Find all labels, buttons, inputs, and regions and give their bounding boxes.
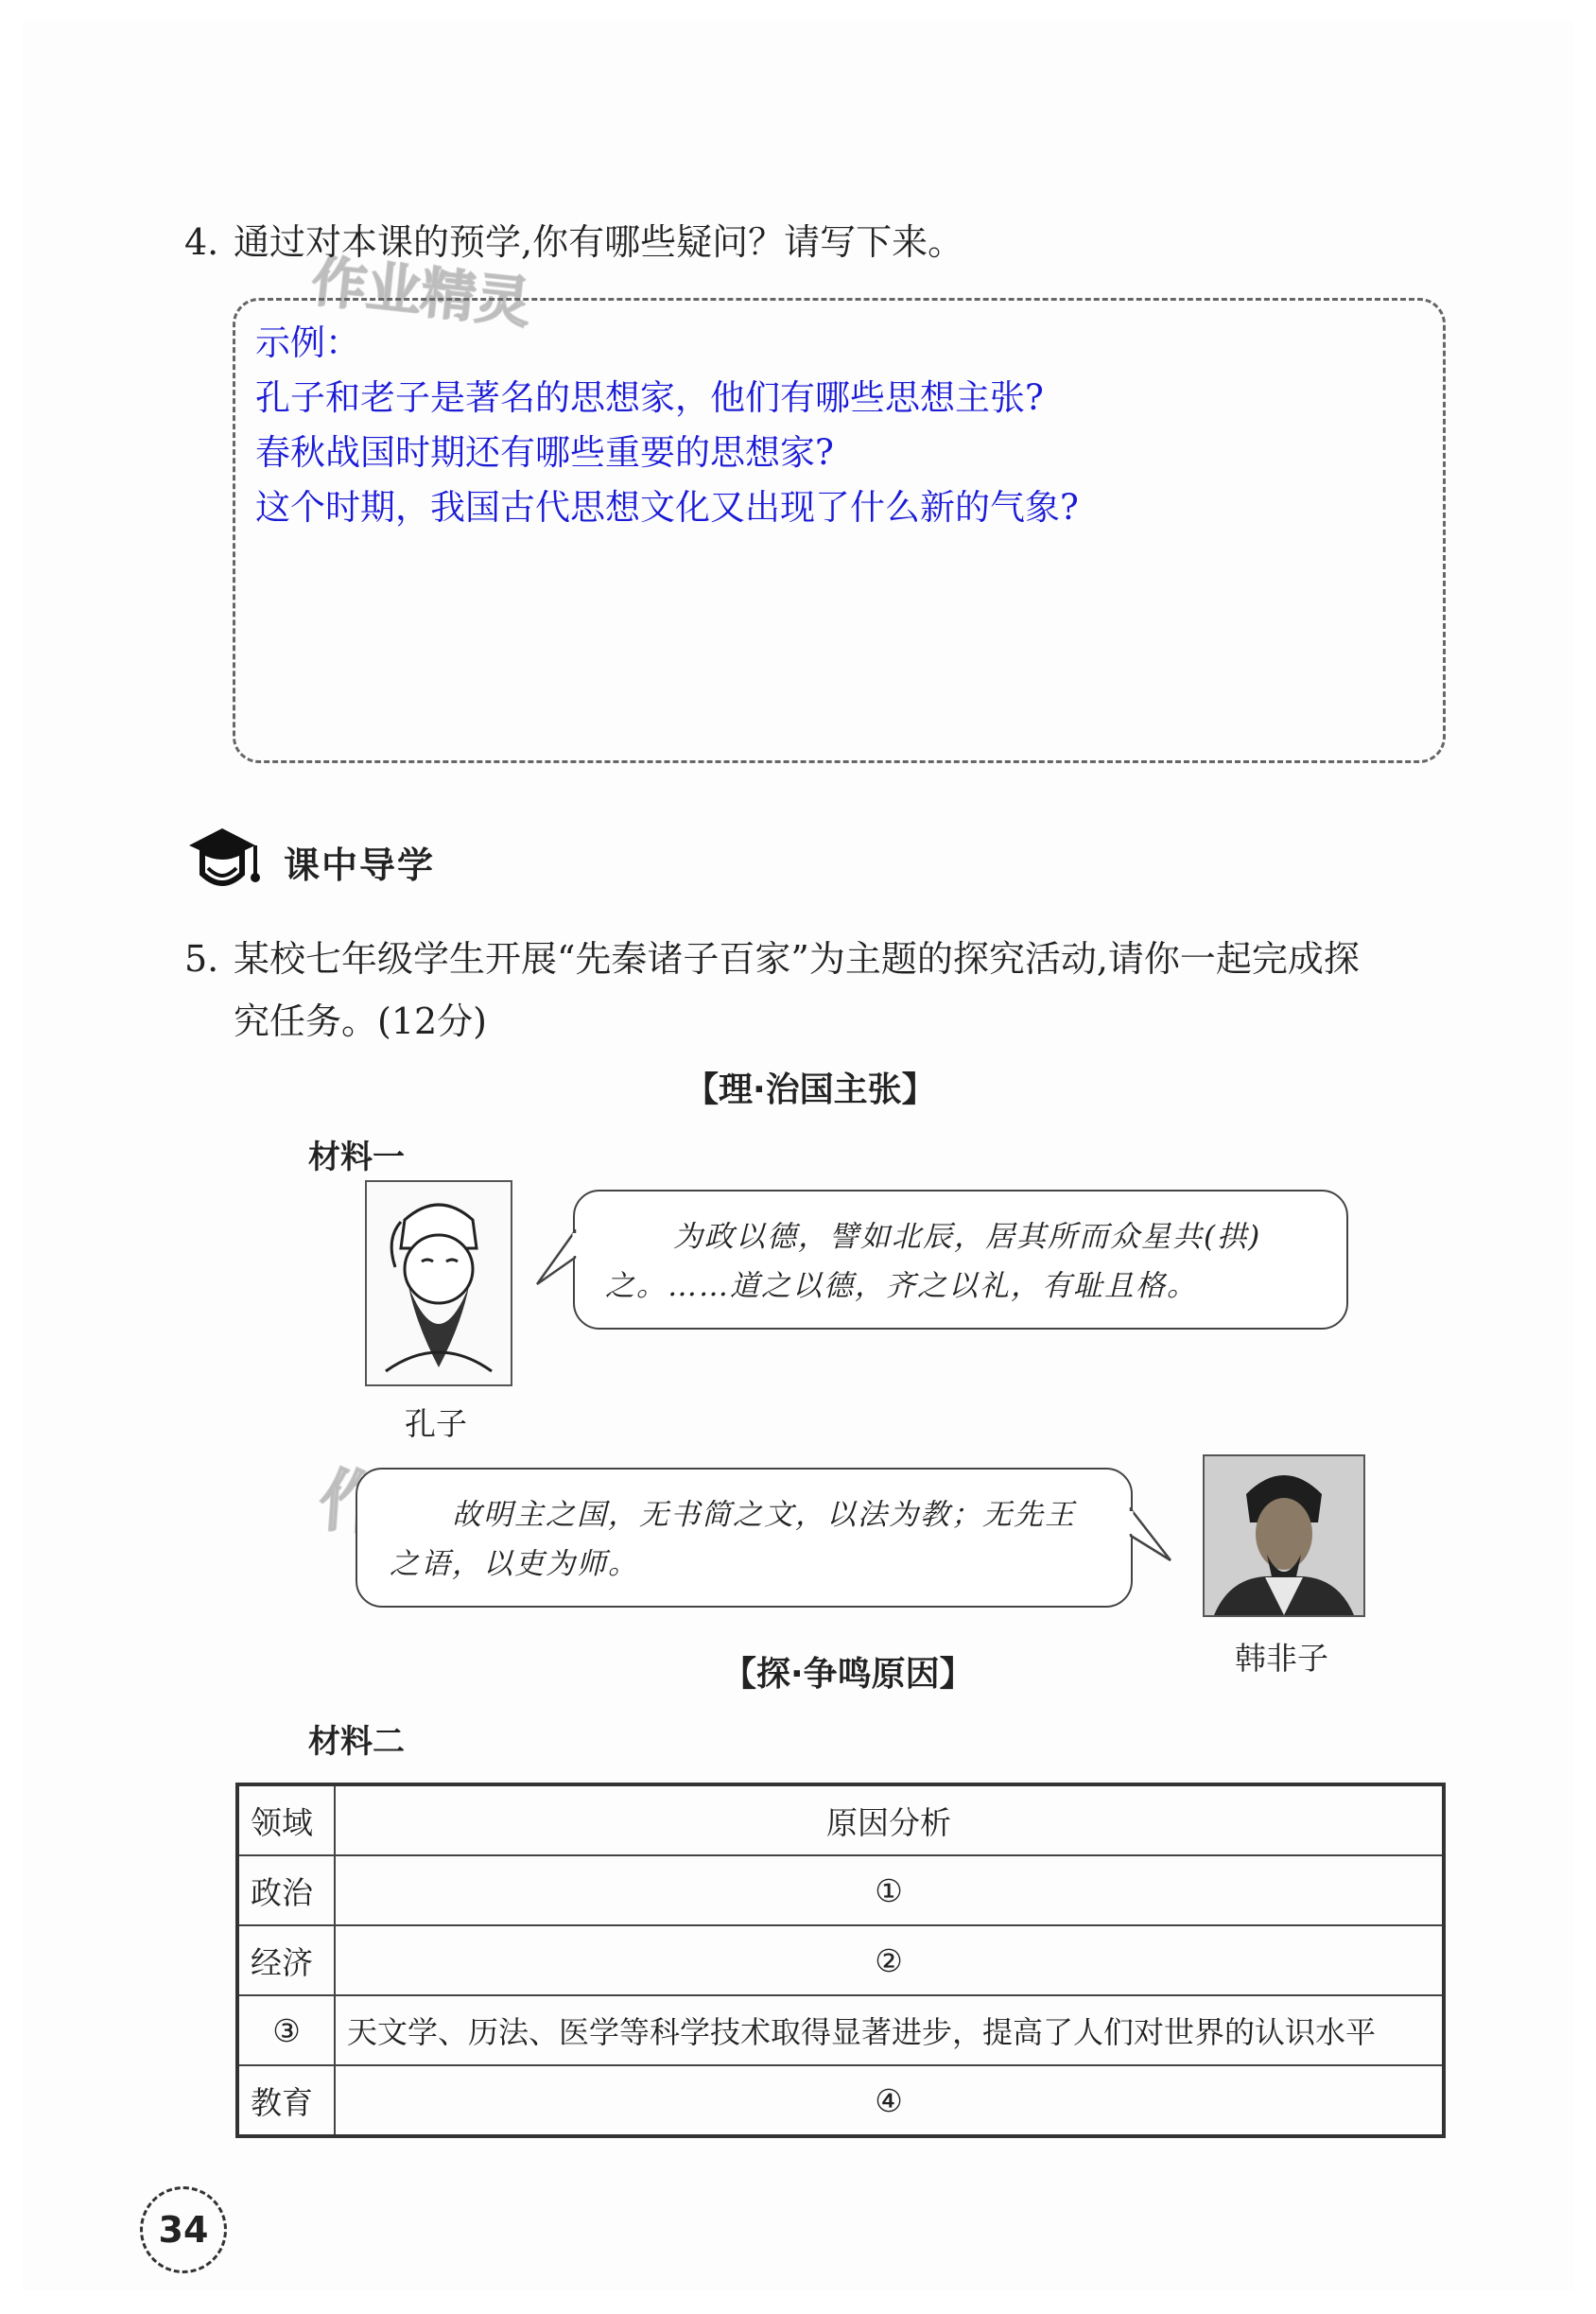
hanfeizi-quote-line: 之语，以吏为师。 (390, 1547, 639, 1581)
q5-text-line1: 某校七年级学生开展“先秦诸子百家”为主题的探究活动,请你一起完成探 (234, 938, 1360, 980)
table-cell: 天文学、历法、医学等科学技术取得显著进步，提高了人们对世界的认识水平 (335, 1995, 1444, 2065)
answer-line: 春秋战国时期还有哪些重要的思想家? (255, 432, 834, 473)
bubble-pointer (535, 1229, 581, 1286)
analysis-table (235, 1783, 1446, 2138)
q5-number: 5. (184, 938, 219, 980)
table-cell: ① (335, 1855, 1444, 1925)
answer-line: 孔子和老子是著名的思想家，他们有哪些思想主张? (255, 377, 1044, 418)
bubble-pointer (1127, 1507, 1172, 1564)
confucius-portrait (365, 1180, 512, 1386)
table-header-cell: 原因分析 (335, 1784, 1444, 1855)
confucius-quote-line: 之。……道之以德，齐之以礼，有耻且格。 (605, 1269, 1198, 1303)
table-cell: ④ (335, 2065, 1444, 2136)
q4-number: 4. (184, 221, 219, 263)
material-two-label: 材料二 (308, 1723, 405, 1761)
page-number: 34 (158, 2209, 209, 2251)
confucius-caption: 孔子 (405, 1405, 467, 1442)
part2-title: 【探·争鸣原因】 (722, 1655, 974, 1694)
table-cell: 政治 (237, 1855, 335, 1925)
table-header-cell: 领域 (237, 1784, 335, 1855)
table-row (237, 1855, 1444, 1925)
table-cell: ② (335, 1925, 1444, 1995)
answer-line: 这个时期，我国古代思想文化又出现了什么新的气象? (255, 487, 1079, 528)
table-cell: ③ (237, 1995, 335, 2065)
q4-text: 通过对本课的预学,你有哪些疑问？请写下来。 (234, 221, 964, 263)
q5-text-line2: 究任务。(12分) (234, 1000, 488, 1042)
part1-title: 【理·治国主张】 (685, 1070, 936, 1109)
section-title: 课中导学 (284, 844, 436, 886)
table-cell: 经济 (237, 1925, 335, 1995)
table-header-row (237, 1784, 1444, 1855)
table-row (237, 1995, 1444, 2065)
watermark: 作业精灵 (308, 249, 534, 336)
table-cell: 教育 (237, 2065, 335, 2136)
answer-line: 示例： (255, 322, 360, 363)
hanfeizi-caption: 韩非子 (1235, 1640, 1328, 1677)
answer-box (233, 298, 1446, 763)
confucius-quote-line: 为政以德，譬如北辰，居其所而众星共(拱) (673, 1220, 1262, 1254)
graduation-cap-icon (183, 819, 261, 895)
hanfeizi-quote-line: 故明主之国，无书简之文，以法为教；无先王 (452, 1498, 1076, 1532)
material-one-label: 材料一 (308, 1139, 405, 1176)
table-row (237, 2065, 1444, 2136)
table-row (237, 1925, 1444, 1995)
hanfeizi-portrait (1203, 1454, 1365, 1617)
